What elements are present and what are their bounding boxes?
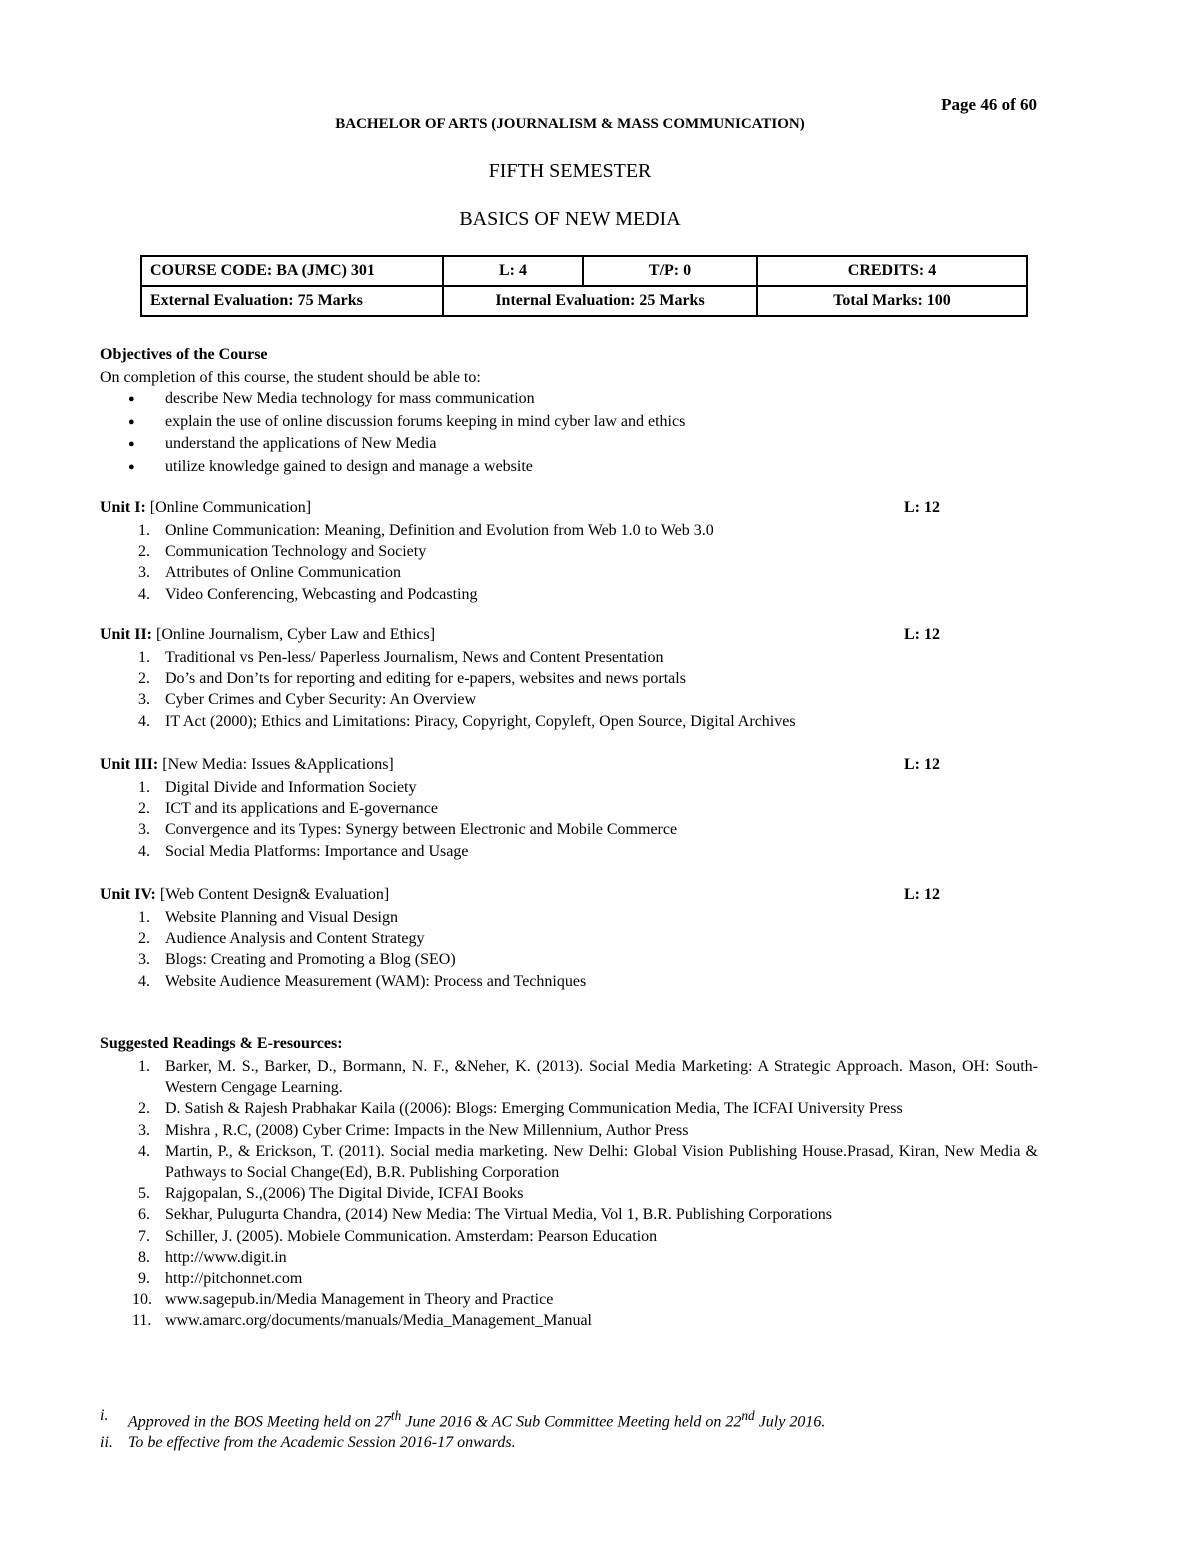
unit-title: [Online Communication] (145, 499, 312, 516)
lectures-cell: L: 4 (443, 256, 583, 286)
unit-label: Unit IV: (100, 886, 156, 903)
list-item: 3. Attributes of Online Communication (138, 564, 401, 582)
list-item: ● utilize knowledge gained to design and manage a website (128, 456, 685, 479)
unit-title: [Online Journalism, Cyber Law and Ethics] (152, 626, 436, 643)
list-item: 4. IT Act (2000); Ethics and Limitations: Piracy, Copyright, Copyleft, Open Source, Digital Archives (138, 712, 796, 730)
unit-title: [New Media: Issues &Applications] (158, 756, 394, 773)
program-title: BACHELOR OF ARTS (JOURNALISM & MASS COMMUNICATION) (335, 116, 805, 132)
list-item: 8. http://www.digit.in (138, 1248, 287, 1266)
unit-4-heading (100, 886, 940, 904)
list-item: 1. Website Planning and Visual Design (138, 909, 398, 926)
effective-note: ii. To be effective from the Academic Session 2016-17 onwards. (100, 1434, 516, 1452)
course-title: BASICS OF NEW MEDIA (459, 208, 681, 230)
unit-lectures: L: 12 (904, 886, 940, 903)
readings-list (132, 1056, 1038, 1332)
list-item: 1. Online Communication: Meaning, Definition and Evolution from Web 1.0 to Web 3.0 (138, 522, 714, 539)
unit-label: Unit I: (100, 499, 146, 516)
unit-lectures: L: 12 (904, 499, 940, 516)
list-item: 4. Video Conferencing, Webcasting and Podcasting (138, 585, 478, 603)
list-item: 4. Social Media Platforms: Importance and Usage (138, 842, 469, 860)
unit-title: [Web Content Design& Evaluation] (155, 886, 390, 903)
list-item: 3. Convergence and its Types: Synergy between Electronic and Mobile Commerce (138, 821, 678, 839)
list-item: 4. Martin, P., & Erickson, T. (2011). Social media marketing. New Delhi: Global Vision Publishing House.Prasad, Kiran, New Media & Pathways to Social Change(Ed), B.R. Publishing Corporation (138, 1142, 1038, 1182)
internal-evaluation-cell: Internal Evaluation: 25 Marks (443, 286, 757, 316)
unit-lectures: L: 12 (904, 626, 940, 643)
list-item: 2. D. Satish & Rajesh Prabhakar Kaila ((2006): Blogs: Emerging Communication Media, The ICFAI University Press (138, 1100, 903, 1118)
unit-3-heading (100, 756, 940, 774)
list-item: 1. Traditional vs Pen-less/ Paperless Journalism, News and Content Presentation (138, 649, 664, 666)
objectives-intro: On completion of this course, the student should be able to: (100, 369, 481, 386)
list-item: 7. Schiller, J. (2005). Mobiele Communication. Amsterdam: Pearson Education (138, 1227, 658, 1245)
unit-1-heading (100, 499, 940, 517)
external-evaluation-cell: External Evaluation: 75 Marks (141, 286, 443, 316)
list-item: ● describe New Media technology for mass communication (128, 388, 685, 411)
approval-note: i. Approved in the BOS Meeting held on 27th June 2016 & AC Sub Committee Meeting held on 22nd July 2016. (100, 1407, 826, 1431)
list-item: 6. Sekhar, Pulugurta Chandra, (2014) New Media: The Virtual Media, Vol 1, B.R. Publishing Corporations (138, 1206, 832, 1224)
list-item: 4. Website Audience Measurement (WAM): Process and Techniques (138, 972, 587, 990)
course-info-table (140, 255, 1028, 317)
course-code-cell: COURSE CODE: BA (JMC) 301 (141, 256, 443, 286)
total-marks-cell: Total Marks: 100 (757, 286, 1027, 316)
list-item: 2. Communication Technology and Society (138, 543, 427, 561)
readings-heading: Suggested Readings & E-resources: (100, 1035, 343, 1052)
tp-cell: T/P: 0 (583, 256, 757, 286)
unit-2-heading (100, 626, 940, 644)
unit-3-topics (138, 777, 677, 862)
unit-4-topics (138, 907, 586, 992)
list-item: 3. Blogs: Creating and Promoting a Blog (SEO) (138, 951, 456, 969)
list-item: 10. www.sagepub.in/Media Management in Theory and Practice (132, 1291, 554, 1309)
page-number: Page 46 of 60 (941, 95, 1037, 114)
unit-1-topics (138, 520, 714, 605)
unit-2-topics (138, 647, 796, 732)
list-item: ● understand the applications of New Media (128, 433, 685, 456)
list-item: 1. Digital Divide and Information Society (138, 779, 417, 796)
list-item: 2. Do’s and Don’ts for reporting and editing for e-papers, websites and news portals (138, 670, 686, 688)
approval-notes (100, 1405, 825, 1453)
list-item: 9. http://pitchonnet.com (138, 1270, 303, 1288)
list-item: 5. Rajgopalan, S.,(2006) The Digital Divide, ICFAI Books (138, 1185, 524, 1203)
credits-cell: CREDITS: 4 (757, 256, 1027, 286)
objectives-list (128, 388, 685, 479)
unit-lectures: L: 12 (904, 756, 940, 773)
list-item: 3. Cyber Crimes and Cyber Security: An Overview (138, 691, 477, 709)
list-item: ● explain the use of online discussion forums keeping in mind cyber law and ethics (128, 411, 685, 434)
list-item: 11. www.amarc.org/documents/manuals/Media_Management_Manual (132, 1312, 592, 1330)
unit-label: Unit III: (100, 756, 159, 773)
list-item: 3. Mishra , R.C, (2008) Cyber Crime: Impacts in the New Millennium, Author Press (138, 1121, 689, 1139)
objectives-heading: Objectives of the Course (100, 346, 268, 363)
list-item: 1. Barker, M. S., Barker, D., Bormann, N. F., &Neher, K. (2013). Social Media Marketing: A Strategic Approach. Mason, OH: South-Western Cengage Learning. (138, 1058, 1038, 1097)
unit-label: Unit II: (100, 626, 153, 643)
semester-heading: FIFTH SEMESTER (488, 160, 652, 182)
list-item: 2. Audience Analysis and Content Strategy (138, 930, 425, 948)
list-item: 2. ICT and its applications and E-governance (138, 800, 438, 818)
